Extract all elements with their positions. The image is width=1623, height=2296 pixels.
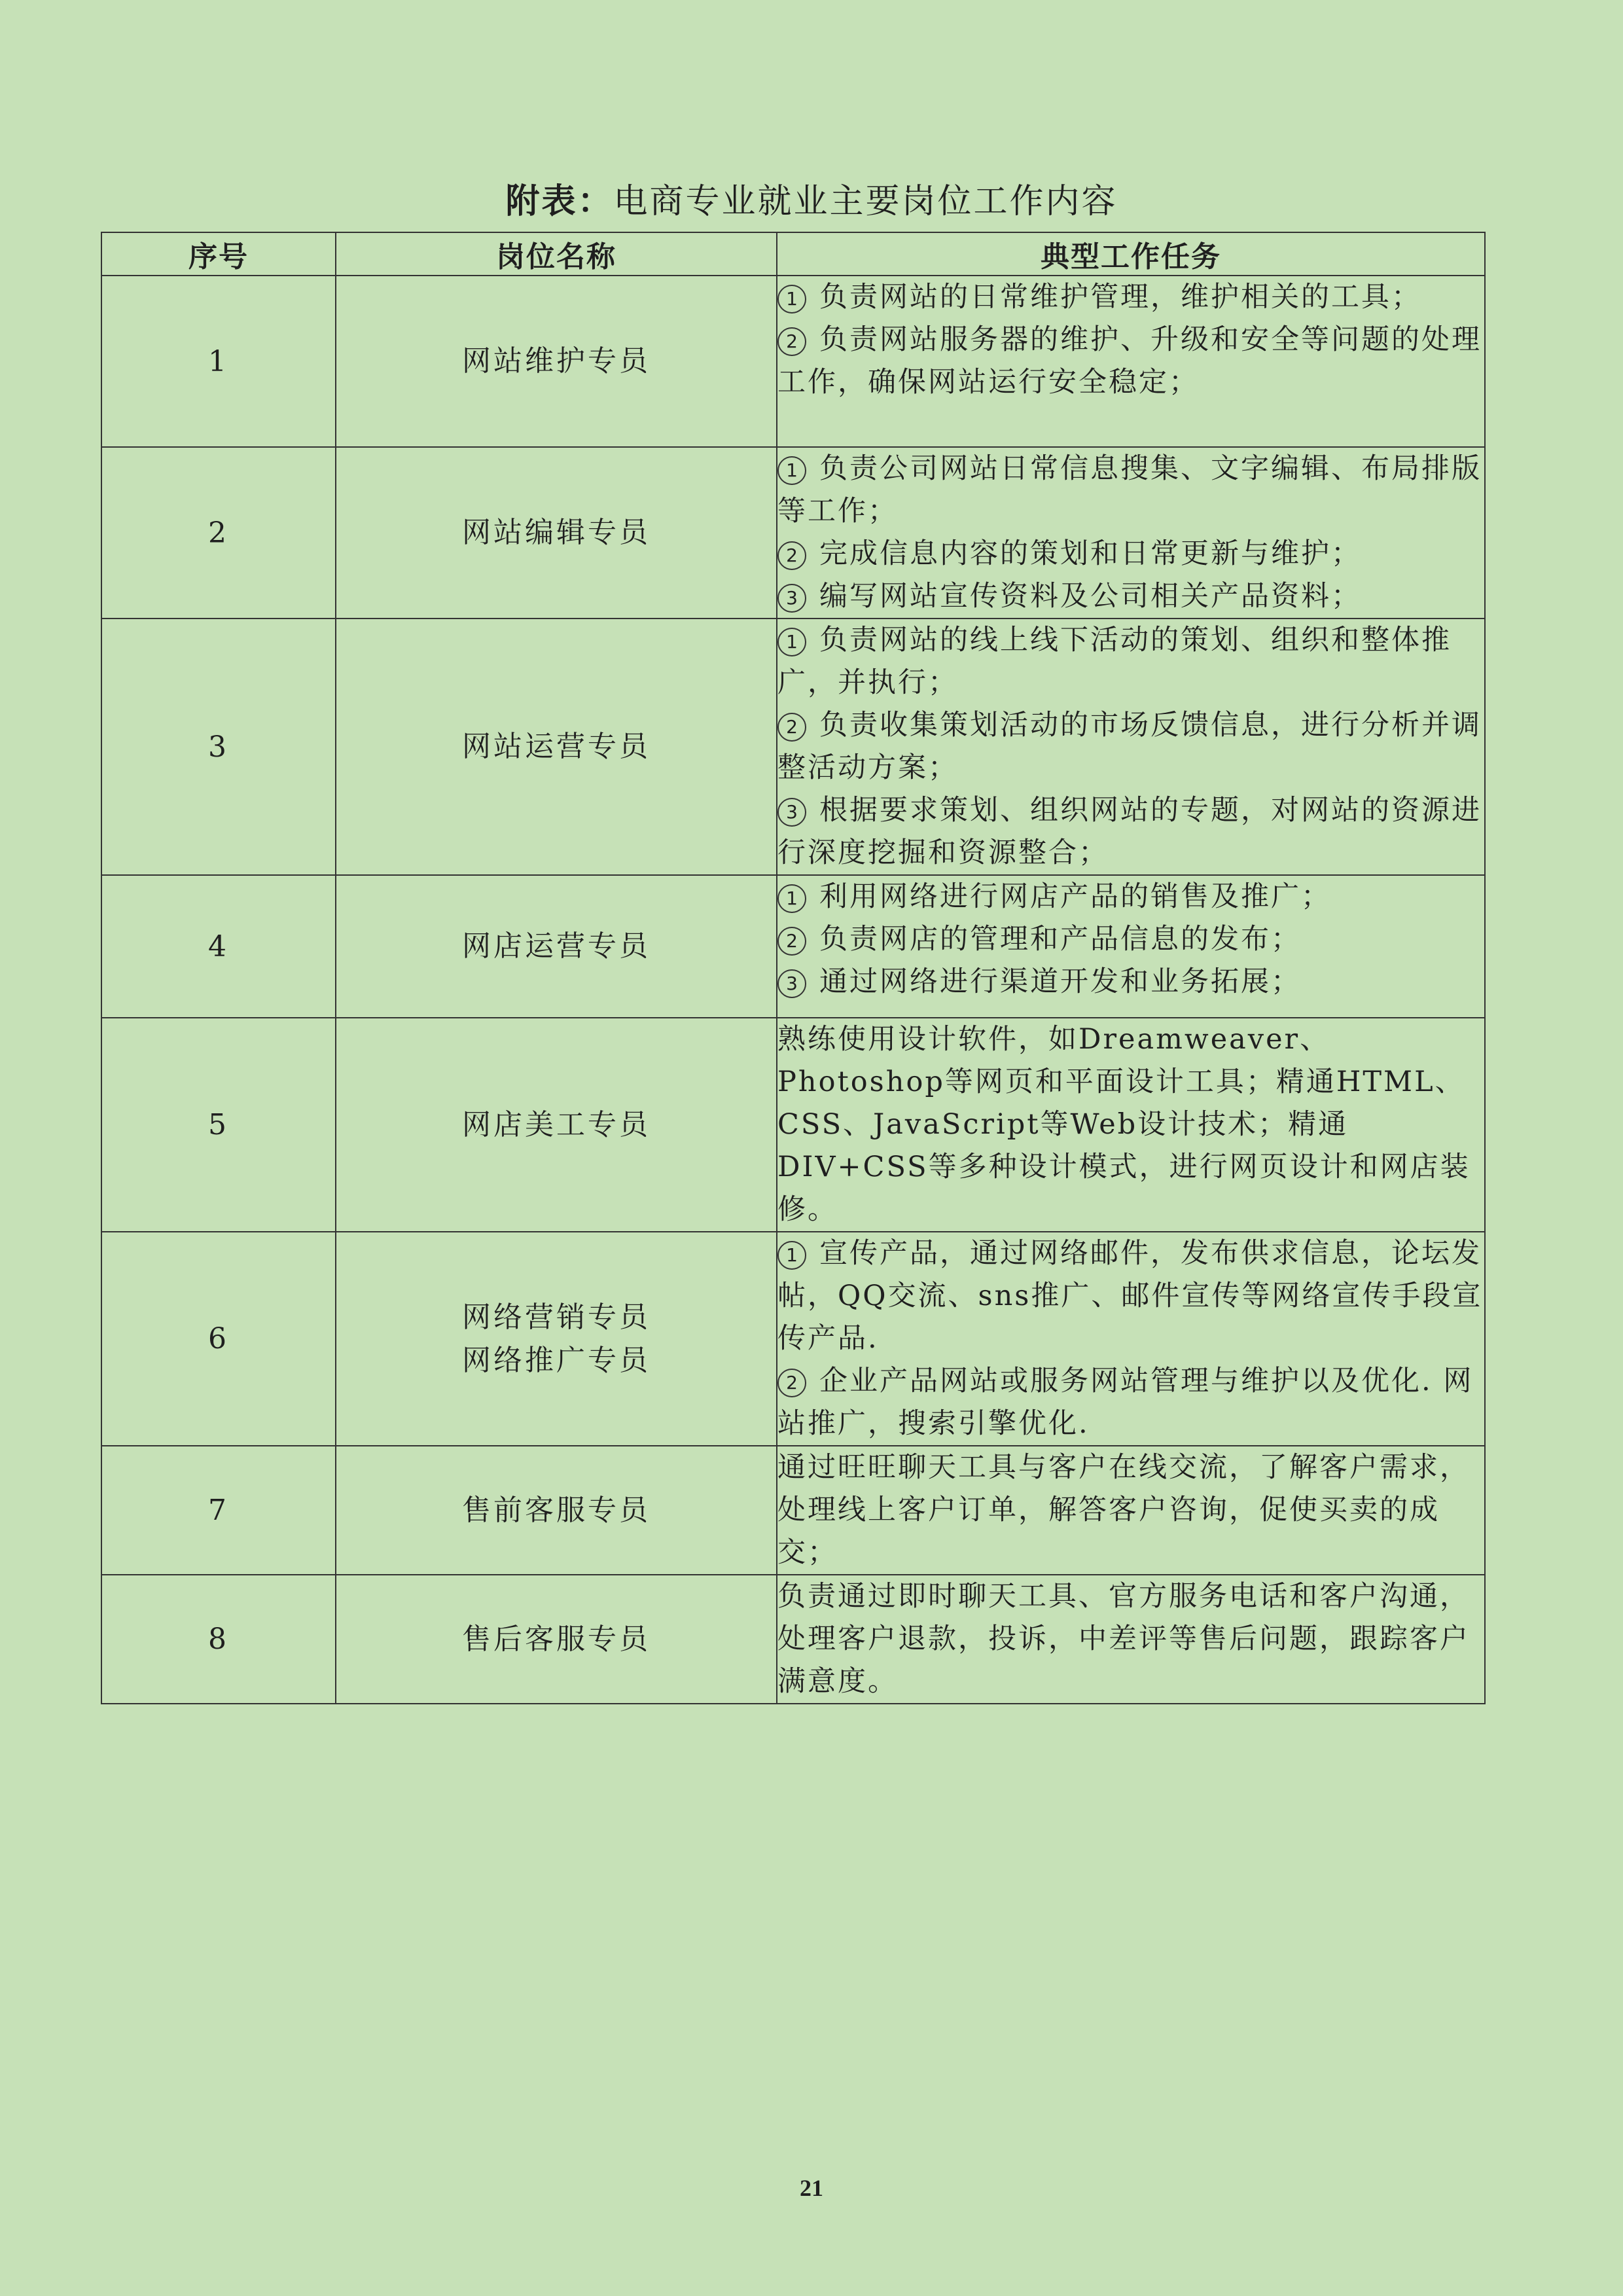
task-text: 利用网络进行网店产品的销售及推广；	[819, 880, 1331, 913]
table-row	[101, 1575, 1485, 1704]
serial-number-cell: 6	[101, 1232, 336, 1446]
position-name: 网店美工专员	[462, 1107, 651, 1141]
position-name: 售后客服专员	[462, 1622, 651, 1656]
task-item	[777, 1575, 1484, 1703]
position-name-cell	[336, 447, 777, 619]
task-item	[777, 319, 1484, 404]
serial-number-cell: 4	[101, 875, 336, 1018]
table-body	[101, 276, 1485, 1704]
position-name-cell	[336, 619, 777, 875]
position-name: 网店运营专员	[462, 929, 651, 963]
job-positions-table	[101, 232, 1486, 1704]
task-text: 企业产品网站或服务网站管理与维护以及优化. 网站推广，搜索引擎优化.	[777, 1365, 1474, 1440]
typical-tasks-cell	[777, 1232, 1485, 1446]
typical-tasks-cell	[777, 1575, 1485, 1704]
circled-number-marker: 3	[777, 584, 806, 613]
table-row	[101, 276, 1485, 447]
typical-tasks-cell	[777, 875, 1485, 1018]
circled-number-marker: 2	[777, 1369, 806, 1397]
table-row	[101, 1018, 1485, 1232]
task-item	[777, 704, 1484, 789]
position-name: 网站编辑专员	[462, 516, 651, 549]
typical-tasks-cell	[777, 619, 1485, 875]
circled-number-marker: 3	[777, 798, 806, 827]
page-number: 21	[800, 2175, 823, 2201]
task-text: 根据要求策划、组织网站的专题，对网站的资源进行深度挖掘和资源整合；	[777, 794, 1482, 869]
serial-number-cell: 3	[101, 619, 336, 875]
task-text: 通过旺旺聊天工具与客户在线交流，了解客户需求，处理线上客户订单，解答客户咨询，促使买卖的成交；	[777, 1451, 1470, 1569]
task-item	[777, 789, 1484, 874]
task-item	[777, 1446, 1484, 1574]
serial-number-cell: 8	[101, 1575, 336, 1704]
task-text: 负责网站服务器的维护、升级和安全等问题的处理工作，确保网站运行安全稳定；	[777, 323, 1482, 399]
circled-number-marker: 2	[777, 713, 806, 742]
task-text: 宣传产品，通过网络邮件，发布供求信息，论坛发帖，QQ交流、sns推广、邮件宣传等网络宣传手段宣传产品.	[777, 1237, 1483, 1355]
task-text: 负责网店的管理和产品信息的发布；	[819, 923, 1301, 956]
circled-number-marker: 2	[777, 927, 806, 956]
task-text: 编写网站宣传资料及公司相关产品资料；	[819, 580, 1361, 613]
position-name-cell	[336, 276, 777, 447]
title-prefix: 附表：	[505, 182, 614, 221]
position-name: 网络推广专员	[462, 1343, 651, 1377]
circled-number-marker: 2	[777, 327, 806, 356]
task-item	[777, 448, 1484, 533]
typical-tasks-cell	[777, 1446, 1485, 1575]
header-typical-tasks: 典型工作任务	[777, 232, 1485, 276]
task-item	[777, 961, 1484, 1003]
position-name-cell	[336, 1446, 777, 1575]
table-row	[101, 1446, 1485, 1575]
position-name: 网站运营专员	[462, 730, 651, 763]
typical-tasks-cell	[777, 276, 1485, 447]
task-item	[777, 1018, 1484, 1231]
title-text: 电商专业就业主要岗位工作内容	[613, 182, 1118, 221]
circled-number-marker: 2	[777, 541, 806, 570]
serial-number-cell: 2	[101, 447, 336, 619]
position-name-cell	[336, 1232, 777, 1446]
task-item	[777, 1232, 1484, 1360]
task-item	[777, 276, 1484, 319]
serial-number-cell: 7	[101, 1446, 336, 1575]
task-item	[777, 918, 1484, 961]
task-item	[777, 876, 1484, 918]
position-name: 网络营销专员	[462, 1300, 651, 1334]
task-item	[777, 533, 1484, 575]
position-name-cell	[336, 1018, 777, 1232]
task-text: 完成信息内容的策划和日常更新与维护；	[819, 537, 1361, 570]
position-name: 网站维护专员	[462, 344, 651, 378]
task-text: 熟练使用设计软件，如Dreamweaver、Photoshop等网页和平面设计工具；精通HTML、CSS、JavaScript等Web设计技术；精通DIV+CSS等多种设计模式，进行网页设计和网店装修。	[777, 1023, 1471, 1226]
table-row	[101, 1232, 1485, 1446]
task-item	[777, 575, 1484, 618]
circled-number-marker: 1	[777, 285, 806, 314]
task-item	[777, 1360, 1484, 1445]
task-text: 负责公司网站日常信息搜集、文字编辑、布局排版等工作；	[777, 452, 1482, 528]
circled-number-marker: 1	[777, 628, 806, 656]
circled-number-marker: 3	[777, 969, 806, 998]
task-text: 负责收集策划活动的市场反馈信息，进行分析并调整活动方案；	[777, 709, 1482, 784]
task-text: 负责网站的日常维护管理，维护相关的工具；	[819, 281, 1421, 314]
circled-number-marker: 1	[777, 456, 806, 485]
page-title	[0, 175, 1623, 228]
position-name: 售前客服专员	[462, 1493, 651, 1527]
table-row	[101, 619, 1485, 875]
typical-tasks-cell	[777, 447, 1485, 619]
task-item	[777, 619, 1484, 704]
table-header-row	[101, 232, 1485, 276]
table-row	[101, 875, 1485, 1018]
header-position-name: 岗位名称	[336, 232, 777, 276]
table-row	[101, 447, 1485, 619]
typical-tasks-cell	[777, 1018, 1485, 1232]
serial-number-cell: 1	[101, 276, 336, 447]
position-name-cell	[336, 875, 777, 1018]
serial-number-cell: 5	[101, 1018, 336, 1232]
task-text: 负责网站的线上线下活动的策划、组织和整体推广，并执行；	[777, 624, 1452, 699]
header-serial-number: 序号	[101, 232, 336, 276]
circled-number-marker: 1	[777, 1241, 806, 1270]
circled-number-marker: 1	[777, 884, 806, 913]
task-text: 通过网络进行渠道开发和业务拓展；	[819, 965, 1301, 998]
position-name-cell	[336, 1575, 777, 1704]
task-text: 负责通过即时聊天工具、官方服务电话和客户沟通，处理客户退款，投诉，中差评等售后问题，跟踪客户满意度。	[777, 1580, 1470, 1698]
